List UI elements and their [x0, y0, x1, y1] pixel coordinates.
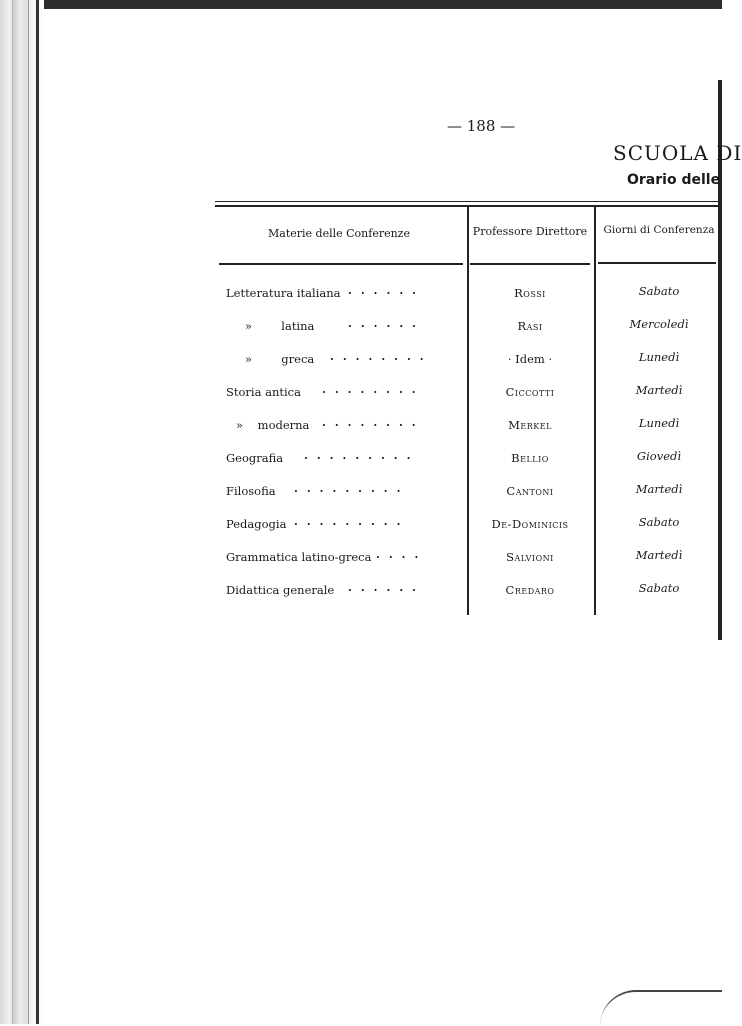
professor-cell: Cantoni: [506, 484, 554, 498]
subject-cell: Pedagogia: [226, 517, 287, 531]
leader-dots: ........: [330, 350, 433, 363]
professor-cell: De-Dominicis: [491, 517, 569, 531]
leader-dots: ......: [348, 581, 425, 594]
leader-dots: ......: [348, 317, 425, 330]
leader-dots: ........: [322, 416, 425, 429]
subject-cell: Didattica generale: [226, 583, 335, 597]
leader-dots: ......: [348, 284, 425, 297]
day-cell: Sabato: [638, 515, 680, 529]
column-divider: [594, 205, 596, 615]
schedule-heading: Orario delle: [627, 172, 721, 188]
scan-top-edge: [0, 0, 722, 9]
day-cell: Mercoledì: [629, 317, 689, 331]
column-header-professor: Professore Direttore: [472, 225, 588, 238]
day-cell: Lunedì: [638, 416, 680, 430]
page-curl: [600, 990, 722, 1026]
subject-cell: » latina: [245, 319, 315, 333]
header-underline: [219, 263, 463, 265]
leader-dots: .........: [294, 482, 410, 495]
subject-cell: » moderna: [236, 418, 310, 432]
professor-cell: Bellio: [511, 451, 549, 465]
leader-dots: .........: [304, 449, 420, 462]
day-cell: Giovedì: [636, 449, 682, 463]
day-cell: Lunedì: [638, 350, 680, 364]
subject-cell: Filosofia: [226, 484, 276, 498]
table-top-rule: [215, 201, 722, 202]
professor-cell: Merkel: [508, 418, 552, 432]
professor-cell: Ciccotti: [505, 385, 555, 399]
subject-cell: » greca: [245, 352, 315, 366]
column-header-days: Giorni di Conferenza: [603, 224, 715, 236]
school-heading: SCUOLA DI: [613, 141, 742, 165]
leader-dots: ........: [322, 383, 425, 396]
column-header-subject: Materie delle Conferenze: [268, 227, 410, 240]
day-cell: Martedì: [635, 383, 683, 397]
subject-cell: Geografia: [226, 451, 284, 465]
subject-cell: Letteratura italiana: [226, 286, 341, 300]
day-cell: Martedì: [635, 482, 683, 496]
professor-cell: Salvioni: [506, 550, 554, 564]
header-underline: [598, 262, 716, 264]
professor-cell: Rasi: [517, 319, 543, 333]
leader-dots: .........: [294, 515, 410, 528]
day-cell: Martedì: [635, 548, 683, 562]
column-divider: [467, 205, 469, 615]
professor-cell: · Idem ·: [507, 352, 553, 366]
day-cell: Sabato: [638, 284, 680, 298]
subject-cell: Grammatica latino-greca: [226, 550, 372, 564]
subject-cell: Storia antica: [226, 385, 301, 399]
professor-cell: Rossi: [514, 286, 546, 300]
book-binding: [0, 0, 44, 1024]
leader-dots: ....: [376, 548, 428, 561]
day-cell: Sabato: [638, 581, 680, 595]
professor-cell: Credaro: [505, 583, 555, 597]
header-underline: [470, 263, 590, 265]
page-number: — 188 —: [447, 117, 516, 135]
